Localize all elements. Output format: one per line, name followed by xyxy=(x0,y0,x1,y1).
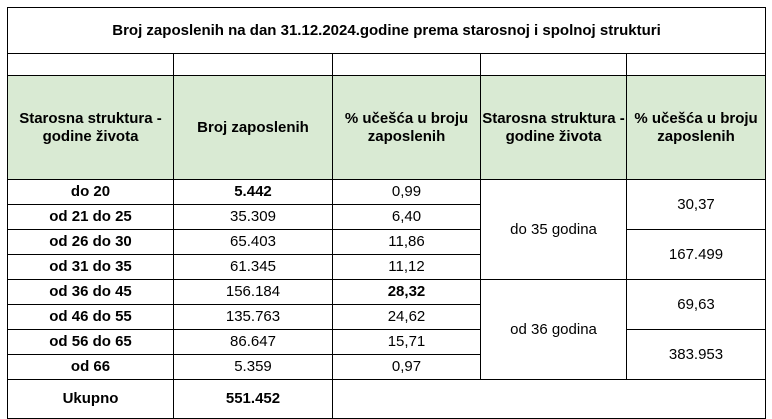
age-cell: od 46 do 55 xyxy=(8,305,174,330)
age-cell: od 31 do 35 xyxy=(8,255,174,280)
pct-cell: 0,97 xyxy=(333,355,481,380)
employee-structure-table xyxy=(7,7,766,419)
pct-cell: 0,99 xyxy=(333,180,481,205)
header-age-structure-group: Starosna struktura - godine života xyxy=(481,76,627,180)
header-age-structure: Starosna struktura - godine života xyxy=(8,76,174,180)
header-row xyxy=(8,76,766,180)
title-row xyxy=(8,8,766,54)
empty-cell xyxy=(174,54,333,76)
total-empty-cell xyxy=(333,380,766,419)
count-cell: 5.359 xyxy=(174,355,333,380)
count-cell: 5.442 xyxy=(174,180,333,205)
spacer-row xyxy=(8,54,766,76)
pct-cell: 28,32 xyxy=(333,280,481,305)
header-pct-share: % učešća u broju zaposlenih xyxy=(333,76,481,180)
age-cell: od 66 xyxy=(8,355,174,380)
age-cell: od 36 do 45 xyxy=(8,280,174,305)
count-cell: 86.647 xyxy=(174,330,333,355)
total-label: Ukupno xyxy=(8,380,174,419)
age-cell: od 56 do 65 xyxy=(8,330,174,355)
count-cell: 65.403 xyxy=(174,230,333,255)
group-label-cell: do 35 godina xyxy=(481,180,627,280)
pct-cell: 11,12 xyxy=(333,255,481,280)
header-employees: Broj zaposlenih xyxy=(174,76,333,180)
total-row xyxy=(8,380,766,419)
group-pct-cell: 69,63 xyxy=(627,280,766,330)
group-count-cell: 383.953 xyxy=(627,330,766,380)
count-cell: 35.309 xyxy=(174,205,333,230)
pct-cell: 11,86 xyxy=(333,230,481,255)
header-pct-share-group: % učešća u broju zaposlenih xyxy=(627,76,766,180)
count-cell: 156.184 xyxy=(174,280,333,305)
empty-cell xyxy=(333,54,481,76)
table-title: Broj zaposlenih na dan 31.12.2024.godine prema starosnoj i spolnoj strukturi xyxy=(8,8,766,54)
count-cell: 61.345 xyxy=(174,255,333,280)
pct-cell: 15,71 xyxy=(333,330,481,355)
table-row xyxy=(8,280,766,305)
total-count: 551.452 xyxy=(174,380,333,419)
group-count-cell: 167.499 xyxy=(627,230,766,280)
group-pct-cell: 30,37 xyxy=(627,180,766,230)
empty-cell xyxy=(627,54,766,76)
age-cell: do 20 xyxy=(8,180,174,205)
age-cell: od 26 do 30 xyxy=(8,230,174,255)
table-row xyxy=(8,230,766,255)
pct-cell: 6,40 xyxy=(333,205,481,230)
table-row xyxy=(8,180,766,205)
count-cell: 135.763 xyxy=(174,305,333,330)
age-cell: od 21 do 25 xyxy=(8,205,174,230)
empty-cell xyxy=(8,54,174,76)
group-label-cell: od 36 godina xyxy=(481,280,627,380)
pct-cell: 24,62 xyxy=(333,305,481,330)
table-row xyxy=(8,330,766,355)
empty-cell xyxy=(481,54,627,76)
